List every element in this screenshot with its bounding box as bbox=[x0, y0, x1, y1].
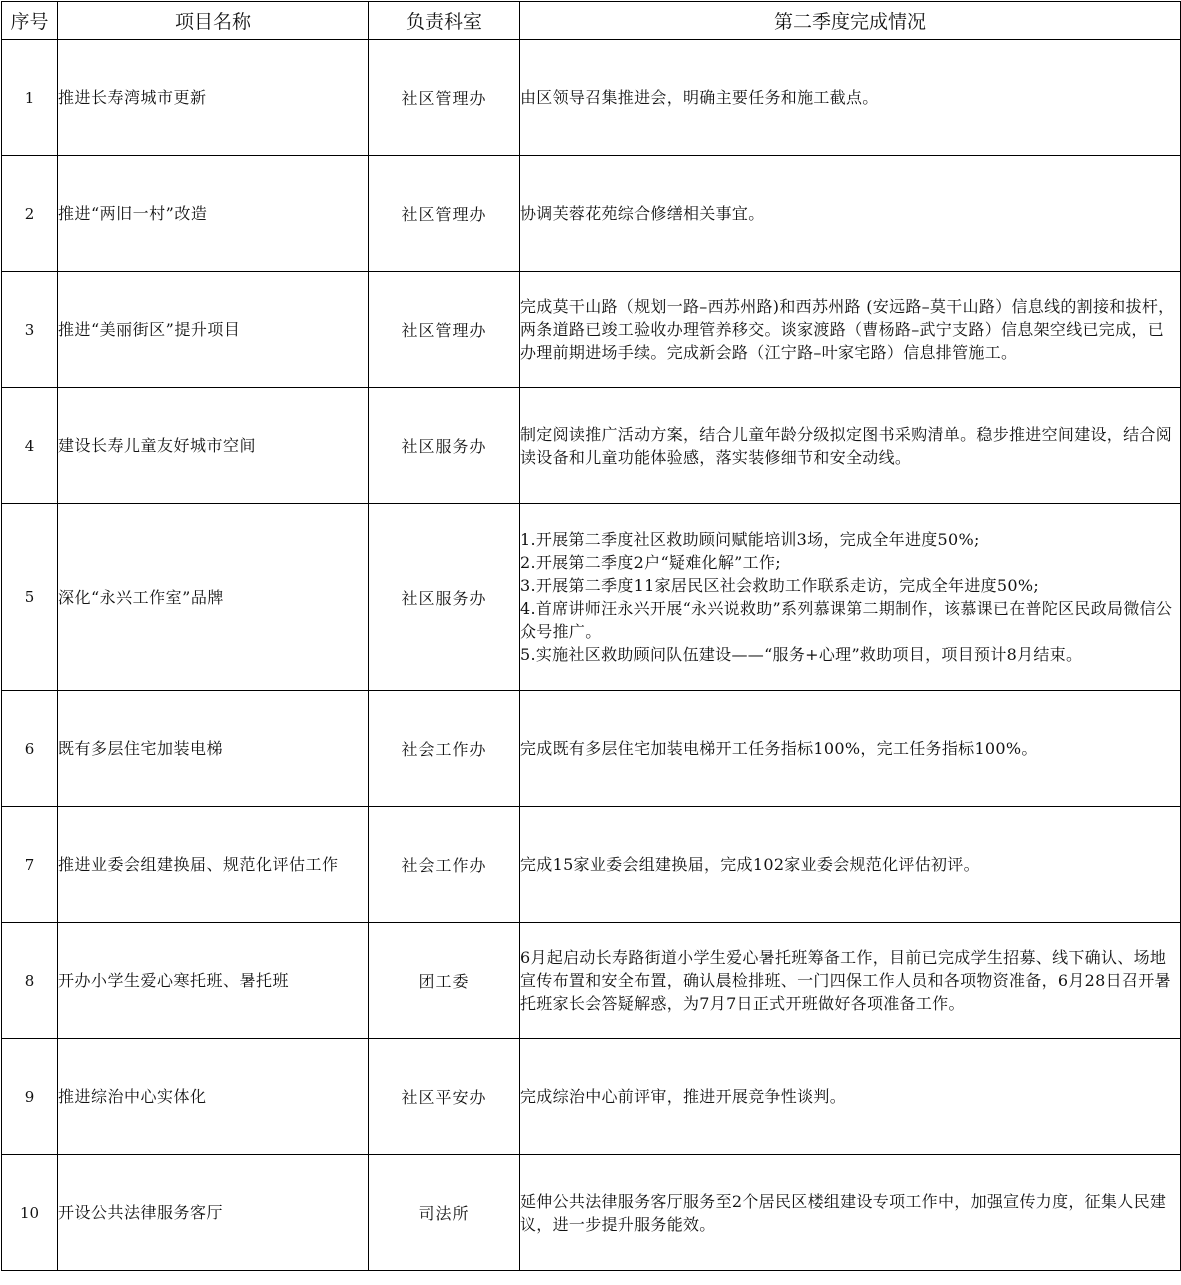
progress-description: 完成综治中心前评审，推进开展竞争性谈判。 bbox=[520, 1039, 1181, 1155]
department: 司法所 bbox=[369, 1155, 520, 1271]
table-row bbox=[2, 807, 1181, 923]
project-name: 推进业委会组建换届、规范化评估工作 bbox=[58, 807, 369, 923]
row-number: 2 bbox=[2, 156, 58, 272]
table-row bbox=[2, 923, 1181, 1039]
progress-description: 制定阅读推广活动方案，结合儿童年龄分级拟定图书采购清单。稳步推进空间建设，结合阅读设备和儿童功能体验感，落实装修细节和安全动线。 bbox=[520, 388, 1181, 504]
progress-item: 5.实施社区救助顾问队伍建设——“服务+心理”救助项目，项目预计8月结束。 bbox=[520, 645, 1083, 664]
progress-description: 完成15家业委会组建换届，完成102家业委会规范化评估初评。 bbox=[520, 807, 1181, 923]
department: 团工委 bbox=[369, 923, 520, 1039]
project-name: 推进综治中心实体化 bbox=[58, 1039, 369, 1155]
project-name: 开办小学生爱心寒托班、暑托班 bbox=[58, 923, 369, 1039]
progress-item: 3.开展第二季度11家居民区社会救助工作联系走访，完成全年进度50%; bbox=[520, 576, 1040, 595]
department: 社区服务办 bbox=[369, 388, 520, 504]
header-project-name: 项目名称 bbox=[58, 2, 369, 40]
project-name: 开设公共法律服务客厅 bbox=[58, 1155, 369, 1271]
row-number: 1 bbox=[2, 40, 58, 156]
progress-description: 完成莫干山路（规划一路–西苏州路)和西苏州路 (安远路–莫干山路）信息线的割接和拔杆，两条道路已竣工验收办理管养移交。谈家渡路（曹杨路–武宁支路）信息架空线已完成，已办理前期进场手续。完成新会路（江宁路–叶家宅路）信息排管施工。 bbox=[520, 272, 1181, 388]
table-row bbox=[2, 388, 1181, 504]
progress-description: 协调芙蓉花苑综合修缮相关事宜。 bbox=[520, 156, 1181, 272]
table-row bbox=[2, 1039, 1181, 1155]
table-row bbox=[2, 691, 1181, 807]
project-name: 推进长寿湾城市更新 bbox=[58, 40, 369, 156]
table-row bbox=[2, 1155, 1181, 1271]
progress-description: 6月起启动长寿路街道小学生爱心暑托班筹备工作，目前已完成学生招募、线下确认、场地宣传布置和安全布置，确认晨检排班、一门四保工作人员和各项物资准备，6月28日召开暑托班家长会答疑解惑，为7月7日正式开班做好各项准备工作。 bbox=[520, 923, 1181, 1039]
row-number: 5 bbox=[2, 504, 58, 691]
progress-description bbox=[520, 504, 1181, 691]
department: 社区服务办 bbox=[369, 504, 520, 691]
row-number: 7 bbox=[2, 807, 58, 923]
progress-description: 完成既有多层住宅加装电梯开工任务指标100%，完工任务指标100%。 bbox=[520, 691, 1181, 807]
header-no: 序号 bbox=[2, 2, 58, 40]
table-header-row bbox=[2, 2, 1181, 40]
progress-item: 4.首席讲师汪永兴开展“永兴说救助”系列慕课第二期制作，该慕课已在普陀区民政局微信公众号推广。 bbox=[520, 599, 1173, 641]
department: 社区管理办 bbox=[369, 40, 520, 156]
row-number: 4 bbox=[2, 388, 58, 504]
department: 社区管理办 bbox=[369, 272, 520, 388]
department: 社区管理办 bbox=[369, 156, 520, 272]
row-number: 10 bbox=[2, 1155, 58, 1271]
progress-table bbox=[1, 1, 1181, 1271]
header-q2-progress: 第二季度完成情况 bbox=[520, 2, 1181, 40]
progress-item: 1.开展第二季度社区救助顾问赋能培训3场，完成全年进度50%; bbox=[520, 530, 980, 549]
department: 社会工作办 bbox=[369, 691, 520, 807]
header-department: 负责科室 bbox=[369, 2, 520, 40]
department: 社会工作办 bbox=[369, 807, 520, 923]
project-name: 深化“永兴工作室”品牌 bbox=[58, 504, 369, 691]
department: 社区平安办 bbox=[369, 1039, 520, 1155]
row-number: 3 bbox=[2, 272, 58, 388]
project-name: 推进“两旧一村”改造 bbox=[58, 156, 369, 272]
table-row bbox=[2, 156, 1181, 272]
project-name: 推进“美丽街区”提升项目 bbox=[58, 272, 369, 388]
row-number: 9 bbox=[2, 1039, 58, 1155]
table-row bbox=[2, 504, 1181, 691]
progress-description: 延伸公共法律服务客厅服务至2个居民区楼组建设专项工作中，加强宣传力度，征集人民建议，进一步提升服务能效。 bbox=[520, 1155, 1181, 1271]
table-row bbox=[2, 40, 1181, 156]
row-number: 8 bbox=[2, 923, 58, 1039]
project-name: 既有多层住宅加装电梯 bbox=[58, 691, 369, 807]
row-number: 6 bbox=[2, 691, 58, 807]
progress-item: 2.开展第二季度2户“疑难化解”工作; bbox=[520, 553, 781, 572]
project-name: 建设长寿儿童友好城市空间 bbox=[58, 388, 369, 504]
table-row bbox=[2, 272, 1181, 388]
progress-description: 由区领导召集推进会，明确主要任务和施工截点。 bbox=[520, 40, 1181, 156]
